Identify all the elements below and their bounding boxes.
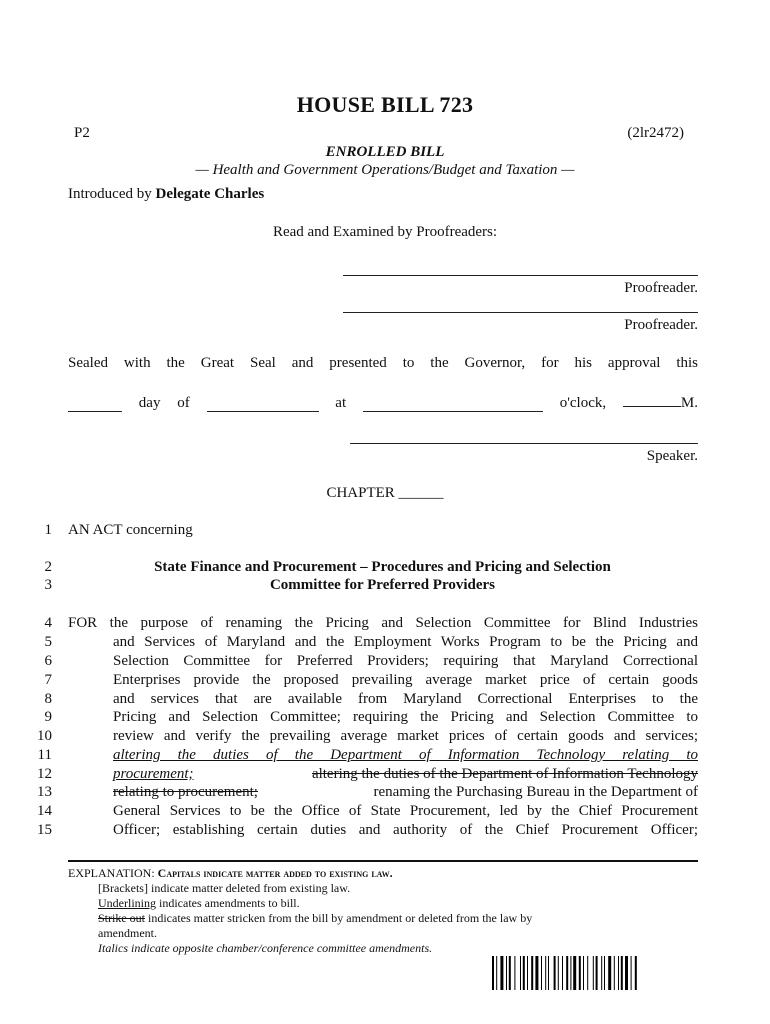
line-number: 5 (44, 634, 52, 650)
meridiem-blank (623, 392, 681, 407)
bill-subject-line: State Finance and Procurement – Procedures and Pricing and Selection (154, 559, 611, 575)
footer-rule (68, 860, 698, 862)
line-number: 7 (44, 672, 52, 688)
line-number: 2 (44, 559, 52, 575)
purpose-line: Pricing and Selection Committee; requiring the Pricing and Selection Committee to (113, 709, 698, 725)
line-number: 12 (37, 766, 52, 782)
time-blank (363, 397, 543, 412)
underlining-rest: indicates amendments to bill. (159, 896, 300, 910)
m-label: M. (680, 395, 698, 411)
purpose-line: and Services of Maryland and the Employment Works Program to be the Pricing and (113, 634, 698, 650)
chapter-line: CHAPTER ______ (326, 485, 444, 501)
barcode-bar (520, 956, 521, 990)
barcode-bar (631, 956, 632, 990)
introduced-by (68, 186, 264, 203)
barcode-bar (496, 956, 497, 990)
barcode-bar (593, 956, 594, 990)
amendment-insert-fragment: procurement; (113, 766, 194, 782)
sealed-statement: Sealed with the Great Seal and presented to the Governor, for his approval this (68, 355, 698, 371)
bill-title: HOUSE BILL 723 (296, 92, 474, 117)
proofreader-label-1: Proofreader. (624, 280, 698, 296)
purpose-line: and services that are available from Maryland Correctional Enterprises to the (113, 691, 698, 707)
month-blank (207, 397, 319, 412)
introduced-prefix: Introduced by (68, 186, 152, 202)
barcode-bar (514, 956, 515, 990)
italics-note: Italics indicate opposite chamber/conference committee amendments. (98, 941, 433, 955)
barcode-bar (621, 956, 623, 990)
capitals-note: Capitals indicate matter added to existing law. (157, 866, 393, 880)
purpose-line: General Services to be the Office of State Procurement, led by the Chief Procurement (113, 803, 698, 819)
underlining-word: Underlining (98, 896, 156, 910)
line-number: 13 (37, 784, 52, 800)
barcode-bar (614, 956, 615, 990)
barcode-bar (604, 956, 605, 990)
explanation-line (68, 866, 393, 881)
line-number: 11 (37, 747, 52, 763)
barcode-bar (583, 956, 584, 990)
barcode-bar (558, 956, 559, 990)
explanation-label: EXPLANATION: (68, 866, 155, 880)
underlining-note (98, 896, 300, 911)
barcode-bar (618, 956, 619, 990)
line-number: 6 (44, 653, 52, 669)
purpose-line: Officer; establishing certain duties and authority of the Chief Procurement Officer; (113, 822, 698, 838)
subject-code: P2 (74, 125, 90, 141)
barcode-bar (523, 956, 525, 990)
day-blank (68, 397, 122, 412)
barcode-bar (562, 956, 563, 990)
barcode-bar (535, 956, 538, 990)
purpose-line-mixed (113, 784, 698, 801)
lr-number: (2lr2472) (627, 125, 684, 141)
stricken-text-fragment: altering the duties of the Department of Information Technology (311, 766, 698, 782)
barcode-bar (527, 956, 528, 990)
barcode-bar (596, 956, 598, 990)
barcode-bar (579, 956, 581, 990)
barcode-bar (492, 956, 494, 990)
proofreaders-heading: Read and Examined by Proofreaders: (272, 224, 498, 240)
barcode-bar (545, 956, 546, 990)
barcode-image (492, 956, 680, 990)
strikeout-word: Strike out (98, 911, 145, 925)
line-number: 8 (44, 691, 52, 707)
barcode-bar (506, 956, 507, 990)
barcode-bar (500, 956, 503, 990)
purpose-line: Enterprises provide the proposed prevailing average market price of certain goods (113, 672, 698, 688)
line-number: 10 (37, 728, 52, 744)
purpose-fragment: renaming the Purchasing Bureau in the Department of (373, 784, 698, 800)
barcode-bar (635, 956, 637, 990)
barcode-bar (608, 956, 611, 990)
meridiem (623, 392, 698, 412)
brackets-rest: indicate matter deleted from existing law. (150, 881, 351, 895)
purpose-line: FOR the purpose of renaming the Pricing and Selection Committee for Blind Industries (68, 615, 698, 631)
speaker-label: Speaker. (646, 448, 698, 464)
stricken-text-fragment: relating to procurement; (113, 784, 258, 800)
of-word: of (177, 395, 190, 411)
purpose-line: Selection Committee for Preferred Providers; requiring that Maryland Correctional (113, 653, 698, 669)
enrolled-bill-label: ENROLLED BILL (325, 144, 445, 160)
brackets-word: [Brackets] (98, 881, 148, 895)
proofreader-label-2: Proofreader. (624, 317, 698, 333)
speaker-signature-line (350, 443, 698, 444)
day-word: day (138, 395, 161, 411)
an-act-line: AN ACT concerning (68, 522, 193, 538)
line-number: 14 (37, 803, 52, 819)
barcode-bar (554, 956, 556, 990)
line-number: 3 (44, 577, 52, 593)
at-word: at (335, 395, 347, 411)
line-number: 4 (44, 615, 52, 631)
barcode-bar (548, 956, 549, 990)
barcode-bar (625, 956, 628, 990)
date-line (68, 392, 698, 412)
line-number: 1 (44, 522, 52, 538)
purpose-line: review and verify the prevailing average market prices of certain goods and services; (113, 728, 698, 744)
brackets-note (98, 881, 350, 896)
barcode-bar (509, 956, 511, 990)
line-number: 9 (44, 709, 52, 725)
committee-line: — Health and Government Operations/Budget and Taxation — (195, 162, 575, 178)
barcode-bar (566, 956, 568, 990)
oclock-word: o'clock, (559, 395, 607, 411)
barcode-bar (531, 956, 533, 990)
barcode-bar (541, 956, 542, 990)
amendment-insert-line: altering the duties of the Department of Information Technology relating to (113, 747, 698, 763)
barcode-bar (570, 956, 571, 990)
bill-subject-line: Committee for Preferred Providers (269, 577, 496, 593)
strikeout-note-cont: amendment. (98, 926, 157, 940)
proofreader-signature-line-2 (343, 312, 698, 313)
sponsor-name: Delegate Charles (155, 186, 265, 202)
strikeout-note (98, 911, 532, 926)
line-number: 15 (37, 822, 52, 838)
purpose-line-mixed (113, 766, 698, 783)
proofreader-signature-line-1 (343, 275, 698, 276)
barcode-bar (573, 956, 576, 990)
barcode-bar (601, 956, 602, 990)
barcode-bar (587, 956, 588, 990)
strikeout-rest: indicates matter stricken from the bill by amendment or deleted from the law by (148, 911, 533, 925)
